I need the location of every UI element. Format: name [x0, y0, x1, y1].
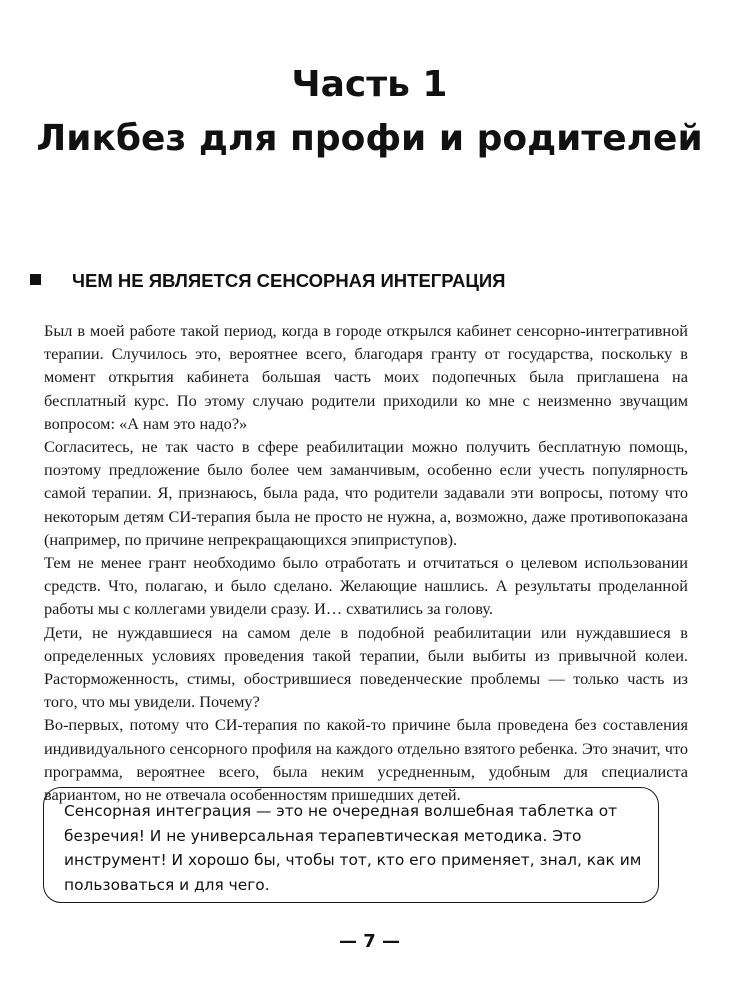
square-bullet-icon [30, 274, 41, 285]
part-subtitle: Ликбез для профи и родителей [36, 118, 703, 159]
section-heading-text: ЧЕМ НЕ ЯВЛЯЕТСЯ СЕНСОРНАЯ ИНТЕГРАЦИЯ [72, 270, 506, 291]
paragraph: Был в моей работе такой период, когда в городе открылся кабинет сенсорно-интегративной терапии. Случилось это, вероятнее всего, благодаря гранту от государства, поскольку в момент открытия кабинета большая часть моих подопечных была приглашена на бесплатный курс. По этому случаю родители приходили ко мне с неизменно звучащим вопросом: «А нам это надо?» [44, 321, 688, 433]
callout-box [43, 787, 659, 903]
section-heading [30, 268, 710, 294]
body-text [44, 319, 688, 806]
paragraph: Тем не менее грант необходимо было отработать и отчитаться о целевом использовании средств. Что, полагаю, и было сделано. Желающие нашлись. А результаты проделанной работы мы с коллегами увидели сразу. И… схватились за голову. [44, 553, 688, 619]
callout-text: Сенсорная интеграция — это не очередная волшебная таблетка от безречия! И не универсальная терапевтическая методика. Это инструмент! И хорошо бы, чтобы тот, кто его применяет, знал, как им пользоваться и для чего. [64, 802, 642, 894]
page-number: — 7 — [338, 931, 401, 952]
paragraph: Дети, не нуждавшиеся на самом деле в подобной реабилитации или нуждавшиеся в определенных условиях проведения такой терапии, были выбиты из привычной колеи. Расторможенность, стимы, обострившиеся поведенческие проблемы — только часть из того, что мы увидели. Почему? [44, 622, 688, 712]
part-title [0, 58, 739, 166]
paragraph: Согласитесь, не так часто в сфере реабилитации можно получить бесплатную помощь, поэтому предложение было более чем заманчивым, особенно если учесть популярность самой терапии. Я, признаюсь, была рада, что родители задавали эти вопросы, потому что некоторым детям СИ-терапия была не просто не нужна, а, возможно, даже противопоказана (например, по причине непрекращающихся эпиприступов). [44, 437, 688, 549]
part-number: Часть 1 [291, 64, 448, 105]
paragraph: Во-первых, потому что СИ-терапия по какой-то причине была проведена без составления индивидуального сенсорного профиля на каждого отдельно взятого ребенка. Это значит, что программа, вероятнее всего, была неким усредненным, удобным для специалиста вариантом, но не отвечала особенностям пришедших детей. [44, 715, 688, 805]
